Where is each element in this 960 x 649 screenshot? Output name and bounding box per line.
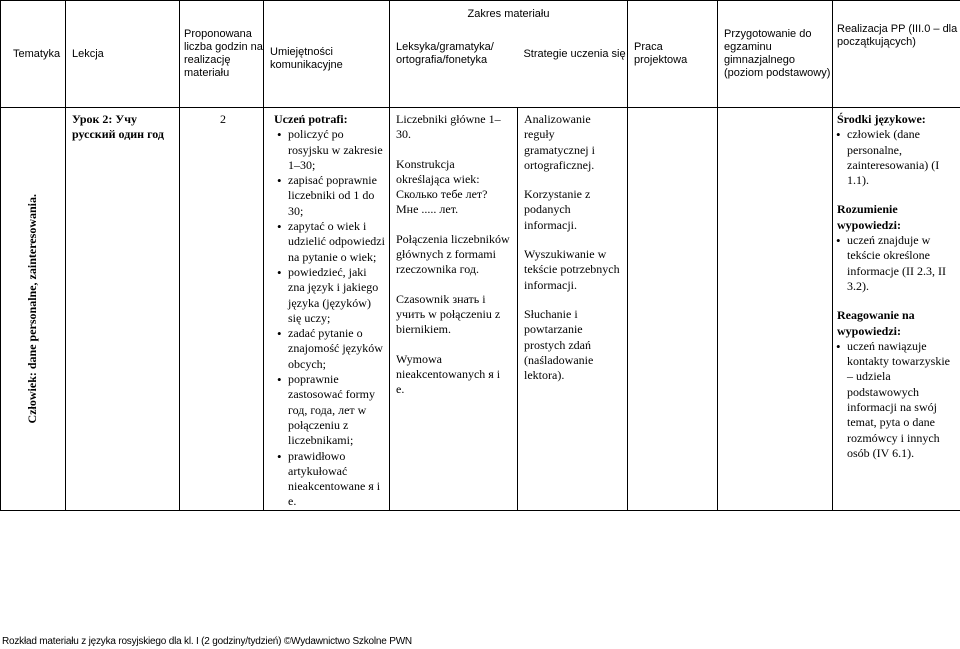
cell-tematyka: [1, 108, 66, 511]
header-tematyka: Tematyka: [1, 1, 66, 108]
cell-leksyka: [390, 108, 518, 511]
strategie-item: Słuchanie i powtarzanie prostych zdań (naśladowanie lektora).: [524, 306, 594, 383]
header-lekcja: Lekcja: [66, 1, 180, 108]
realizacja-item: • człowiek (dane personalne, zainteresowania) (I 1.1).: [847, 127, 958, 188]
realizacja-title: Rozumienie wypowiedzi:: [837, 202, 901, 232]
leksyka-item: Liczebniki główne 1–30.: [396, 112, 501, 142]
skill-item: • powiedzieć, jaki zna język i jakiego języka (języków) się uczy;: [288, 265, 385, 326]
skill-item: • prawidłowo artykułować nieakcentowane я i е.: [288, 449, 385, 510]
umiejetnosci-title: Uczeń potrafi:: [274, 112, 348, 126]
leksyka-item: Konstrukcja określająca wiek: Сколько тебе лет? Мне ..... лет.: [396, 156, 488, 217]
leksyka-item: Czasownik знать i учить w połączeniu z biernikiem.: [396, 291, 501, 337]
realizacja-title: Środki językowe:: [837, 112, 926, 126]
skill-item: • poprawnie zastosować formy год, года, лет w połączeniu z liczebnikami;: [288, 372, 385, 448]
skill-item: • zapisać poprawnie liczebniki od 1 do 30;: [288, 173, 385, 219]
strategie-item: Analizowanie reguły gramatycznej i ortograficznej.: [524, 112, 595, 172]
header-godziny: Proponowana liczba godzin na realizację materiału: [180, 1, 264, 108]
leksyka-item: Połączenia liczebników głównych z formami rzeczownika год.: [396, 231, 510, 277]
strategie-item: Korzystanie z podanych informacji.: [524, 187, 591, 232]
header-realizacja: Realizacja PP (III.0 – dla początkujących): [833, 1, 960, 108]
strategie-item: Wyszukiwanie w tekście potrzebnych informacji.: [524, 247, 620, 292]
skill-item: • zadać pytanie o znajomość języków obcych;: [288, 326, 385, 372]
cell-przygotowanie: [718, 108, 833, 511]
header-strategie: Strategie uczenia się: [523, 47, 626, 60]
realizacja-item: • uczeń znajduje w tekście określone informacje (II 2.3, II 3.2).: [847, 233, 958, 294]
cell-realizacja: [833, 108, 960, 511]
skill-item: • policzyć po rosyjsku w zakresie 1–30;: [288, 127, 385, 173]
header-leksyka: Leksyka/gramatyka/ ortografia/fonetyka: [396, 41, 494, 66]
header-umiejetnosci: Umiejętności komunikacyjne: [264, 1, 390, 108]
leksyka-item: Wymowa nieakcentowanych я i е.: [396, 351, 501, 397]
cell-praca: [628, 108, 718, 511]
header-zakres: [390, 1, 628, 108]
skill-item: • zapytać o wiek i udzielić odpowiedzi na pytanie o wiek;: [288, 219, 385, 265]
realizacja-title: Reagowanie na wypowiedzi:: [837, 308, 915, 338]
header-zakres-label: Zakres materiału: [467, 8, 550, 20]
realizacja-item: • uczeń nawiązuje kontakty towarzyskie – udziela podstawowych informacji na swój temat, pyta o dane rozmówcy i innych osób (IV 6.1).: [847, 339, 958, 461]
page-footer: Rozkład materiału z języka rosyjskiego dla kl. I (2 godziny/tydzień) ©Wydawnictwo Szkolne PWN: [2, 636, 412, 647]
godziny-value: 2: [220, 112, 226, 126]
tematyka-text: Człowiek: dane personalne, zainteresowania.: [25, 194, 40, 424]
cell-godziny: [180, 108, 264, 511]
cell-lekcja: [66, 108, 180, 511]
cell-strategie: [518, 108, 628, 511]
header-przygotowanie: Przygotowanie do egzaminu gimnazjalnego (poziom podstawowy): [718, 1, 833, 108]
cell-umiejetnosci: [264, 108, 390, 511]
lekcja-text: Урок 2: Учу русский один год: [72, 112, 164, 142]
header-praca: Praca projektowa: [628, 1, 718, 108]
